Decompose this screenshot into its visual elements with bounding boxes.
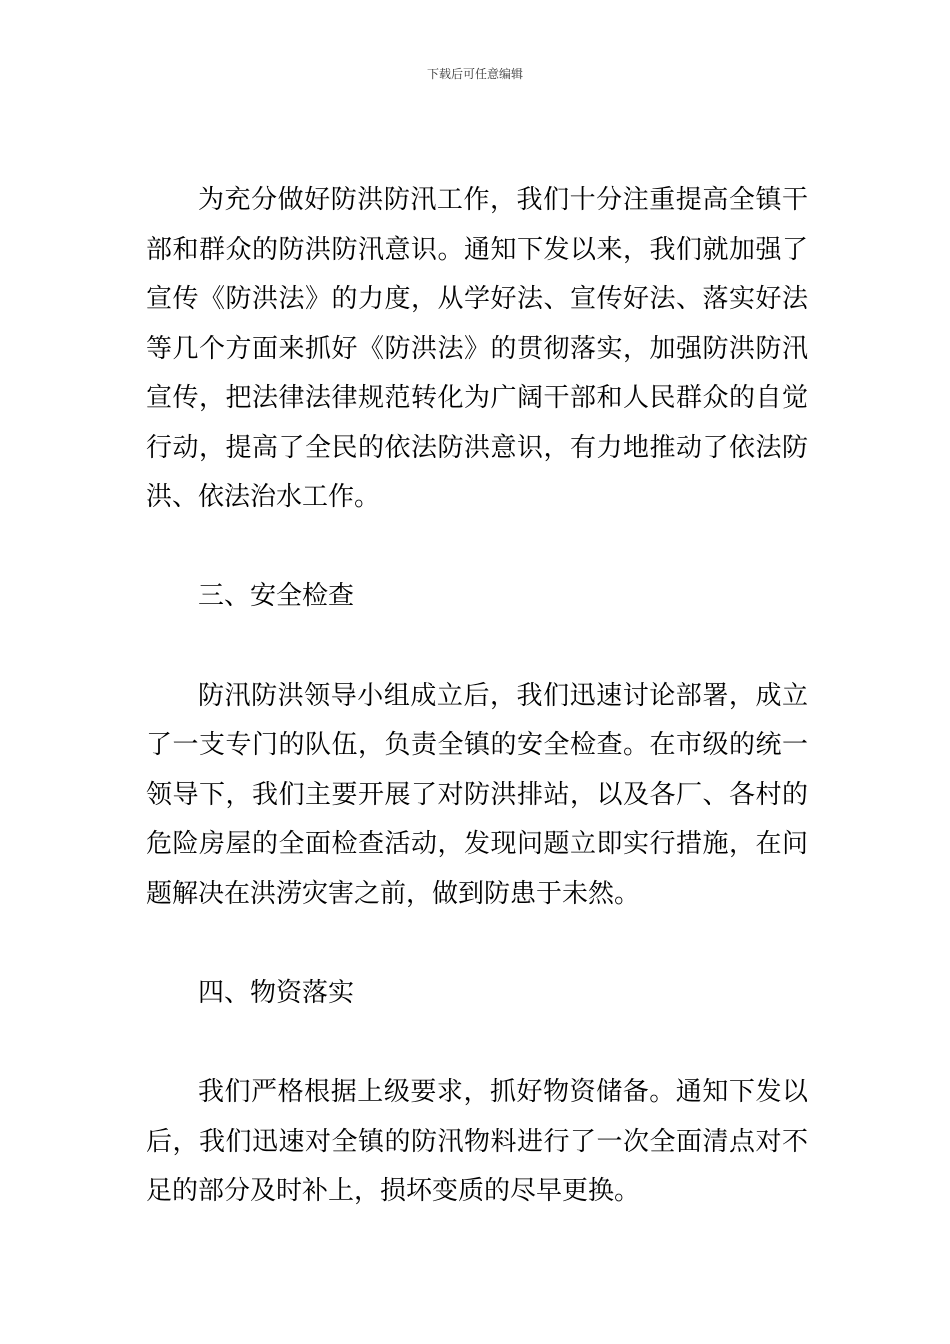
document-body — [146, 176, 808, 1217]
section-heading-materials: 四、物资落实 — [198, 977, 355, 1008]
paragraph-flood-awareness: 为充分做好防洪防汛工作，我们十分注重提高全镇干部和群众的防洪防汛意识。通知下发以来，我们就加强了宣传《防洪法》的力度，从学好法、宣传好法、落实好法等几个方面来抓好《防洪法》的贯彻落实，加强防洪防汛宣传，把法律法律规范转化为广阔干部和人民群众的自觉行动，提高了全民的依法防洪意识，有力地推动了依法防洪、依法治水工作。 — [146, 185, 808, 512]
page-header-note: 下载后可任意编辑 — [426, 67, 523, 81]
section-heading-safety-inspection: 三、安全检查 — [198, 581, 355, 611]
paragraph-safety-inspection: 防汛防洪领导小组成立后，我们迅速讨论部署，成立了一支专门的队伍，负责全镇的安全检查。在市级的统一领导下，我们主要开展了对防洪排站，以及各厂、各村的危险房屋的全面检查活动，发现问题立即实行措施，在问题解决在洪涝灾害之前，做到防患于未然。 — [146, 680, 808, 909]
paragraph-materials: 我们严格根据上级要求，抓好物资储备。通知下发以后，我们迅速对全镇的防汛物料进行了一次全面清点对不足的部分及时补上，损坏变质的尽早更换。 — [146, 1077, 808, 1206]
